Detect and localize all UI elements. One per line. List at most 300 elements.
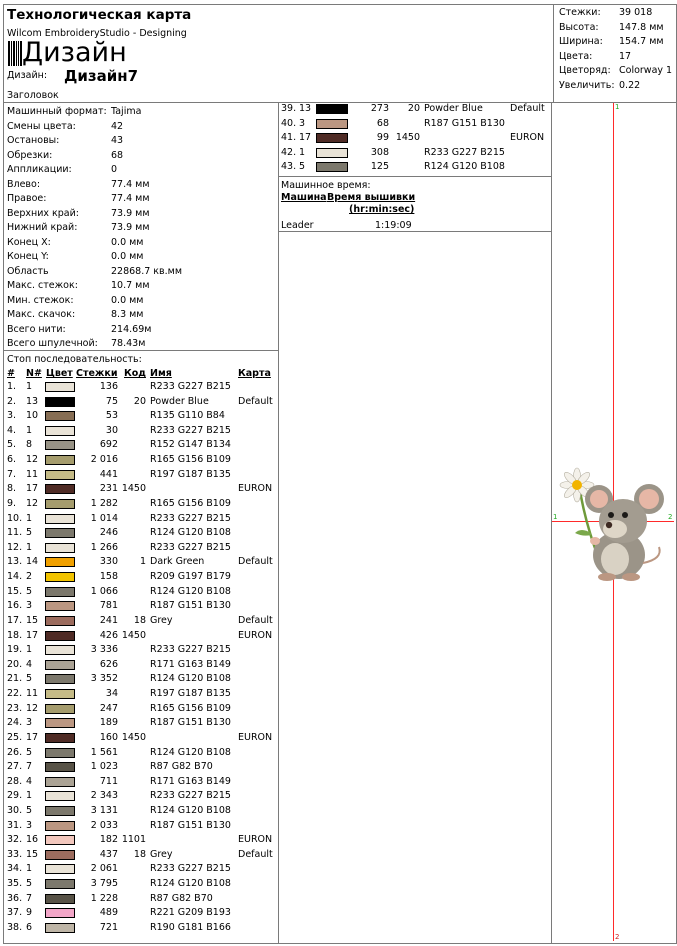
thread-color-swatch — [45, 806, 75, 816]
stat-label: Всего нити: — [7, 323, 66, 335]
stitch-count: 692 — [99, 439, 118, 451]
sequence-row — [0, 747, 278, 762]
stitch-count: 182 — [99, 834, 118, 846]
stop-number: 32. — [7, 834, 23, 846]
stop-number: 6. — [7, 454, 17, 466]
machine-name: Leader — [281, 220, 314, 231]
stitch-count: 231 — [99, 483, 118, 495]
needle-number: 13 — [26, 395, 39, 407]
thread-color-swatch — [45, 587, 75, 597]
stitch-count: 711 — [99, 775, 118, 787]
needle-number: 1 — [26, 381, 33, 392]
stop-number: 30. — [7, 804, 23, 816]
col-header-stitches: Стежки — [76, 368, 118, 379]
stitch-count: 2 016 — [90, 454, 118, 466]
thread-name: R187 G151 B130 — [150, 819, 231, 831]
sequence-row — [0, 469, 278, 484]
needle-number: 3 — [26, 819, 33, 831]
stat-value: 77.4 мм — [111, 178, 150, 190]
stat-label: Макс. скачок: — [7, 309, 76, 321]
thread-name: R187 G151 B130 — [150, 717, 231, 729]
summary-value: 0.22 — [619, 79, 641, 91]
stitch-count: 1 023 — [90, 761, 118, 773]
stat-label: Правое: — [7, 193, 47, 205]
needle-number: 5 — [299, 161, 306, 172]
stitch-count: 2 343 — [90, 790, 118, 802]
needle-number: 1 — [299, 146, 306, 158]
needle-number: 1 — [26, 863, 33, 875]
thread-name: R152 G147 B134 — [150, 439, 231, 451]
thread-color-swatch — [45, 557, 75, 567]
sequence-title: Стоп последовательность: — [7, 354, 142, 365]
thread-name: R233 G227 B215 — [150, 541, 231, 553]
stitch-count: 30 — [105, 424, 118, 436]
summary-value: 17 — [619, 50, 632, 62]
stat-value: 214.69м — [111, 323, 152, 335]
design-large-label: Дизайн — [22, 37, 127, 68]
thread-color-swatch — [45, 382, 75, 392]
stop-number: 43. — [281, 161, 297, 172]
stop-number: 26. — [7, 746, 23, 758]
thread-color-swatch — [45, 894, 75, 904]
stop-number: 24. — [7, 717, 23, 729]
stat-value: 43 — [111, 135, 124, 147]
sequence-row — [0, 513, 278, 528]
embroidery-time: 1:19:09 — [375, 220, 412, 231]
sequence-row — [0, 761, 278, 776]
marker-top: 1 — [615, 103, 620, 111]
thread-color-swatch — [45, 762, 75, 772]
stop-number: 28. — [7, 775, 23, 787]
thread-color-swatch — [45, 645, 75, 655]
stat-label: Смены цвета: — [7, 120, 76, 132]
thread-chart: Default — [238, 848, 273, 860]
stop-number: 16. — [7, 600, 23, 612]
needle-number: 1 — [26, 644, 33, 656]
stitch-count: 1 282 — [90, 497, 118, 509]
stitch-count: 626 — [99, 658, 118, 670]
thread-color-swatch — [45, 674, 75, 684]
stop-number: 8. — [7, 483, 17, 495]
thread-color-swatch — [45, 733, 75, 743]
sequence-row — [0, 527, 278, 542]
stop-number: 25. — [7, 731, 23, 743]
thread-name: Grey — [150, 614, 173, 626]
thread-name: Powder Blue — [424, 103, 483, 114]
thread-chart: EURON — [510, 132, 545, 143]
thread-color-swatch — [316, 162, 348, 172]
stop-number: 21. — [7, 673, 23, 685]
thread-color-swatch — [316, 119, 348, 129]
thread-name: R171 G163 B149 — [150, 775, 231, 787]
software-name: Wilcom EmbroideryStudio - Designing — [7, 28, 187, 39]
thread-code: 1450 — [121, 629, 146, 641]
needle-number: 5 — [26, 527, 33, 539]
stat-label: Конец Y: — [7, 251, 49, 263]
thread-name: R124 G120 B108 — [150, 804, 231, 816]
col-header-num: # — [7, 368, 15, 379]
stitch-count: 136 — [99, 381, 118, 392]
thread-name: R197 G187 B135 — [150, 468, 231, 480]
needle-number: 11 — [26, 688, 39, 700]
col-header-machine: Машина — [281, 192, 327, 203]
sequence-row — [0, 615, 278, 630]
needle-number: 13 — [299, 103, 312, 114]
thread-color-swatch — [45, 879, 75, 889]
summary-label: Цветоряд: — [559, 65, 611, 76]
stop-number: 40. — [281, 117, 297, 129]
marker-right: 2 — [668, 513, 673, 521]
sequence-row — [0, 673, 278, 688]
needle-number: 12 — [26, 497, 39, 509]
stitch-count: 489 — [99, 907, 118, 919]
thread-name: R124 G120 B108 — [150, 878, 231, 890]
thread-name: Powder Blue — [150, 395, 209, 407]
thread-color-swatch — [45, 397, 75, 407]
sequence-row — [0, 863, 278, 878]
needle-number: 17 — [26, 483, 39, 495]
thread-name: R233 G227 B215 — [150, 863, 231, 875]
stitch-count: 247 — [99, 702, 118, 714]
thread-name: R209 G197 B179 — [150, 571, 231, 583]
thread-color-swatch — [45, 499, 75, 509]
col-header-chart: Карта — [238, 368, 271, 379]
stitch-count: 3 336 — [90, 644, 118, 656]
stitch-count: 1 561 — [90, 746, 118, 758]
stop-number: 38. — [7, 921, 23, 933]
sequence-row — [0, 556, 278, 571]
stitch-count: 99 — [376, 132, 389, 143]
sequence-row — [0, 396, 278, 411]
needle-number: 9 — [26, 907, 33, 919]
thread-name: R171 G163 B149 — [150, 658, 231, 670]
stitch-count: 273 — [370, 103, 389, 114]
summary-value: Colorway 1 — [619, 65, 673, 76]
stitch-count: 330 — [99, 556, 118, 568]
stitch-count: 241 — [99, 614, 118, 626]
thread-color-swatch — [45, 791, 75, 801]
needle-number: 4 — [26, 658, 33, 670]
thread-chart: EURON — [238, 834, 273, 846]
needle-number: 1 — [26, 424, 33, 436]
stat-label: Аппликации: — [7, 164, 72, 176]
thread-chart: Default — [238, 395, 273, 407]
stop-number: 1. — [7, 381, 17, 392]
sequence-row — [0, 542, 278, 557]
needle-number: 3 — [299, 117, 306, 129]
sequence-row — [0, 907, 278, 922]
thread-name: R233 G227 B215 — [150, 644, 231, 656]
thread-name: R165 G156 B109 — [150, 454, 231, 466]
marker-bottom: 2 — [615, 933, 620, 941]
thread-code: 1 — [139, 556, 146, 568]
thread-color-swatch — [45, 411, 75, 421]
thread-color-swatch — [45, 440, 75, 450]
stitch-count: 3 795 — [90, 878, 118, 890]
col-header-color: Цвет — [46, 368, 73, 379]
needle-number: 17 — [26, 629, 39, 641]
stop-number: 27. — [7, 761, 23, 773]
thread-name: R124 G120 B108 — [150, 746, 231, 758]
sequence-row — [0, 630, 278, 645]
thread-color-swatch — [316, 148, 348, 158]
thread-color-swatch — [45, 601, 75, 611]
thread-name: R124 G120 B108 — [150, 527, 231, 539]
needle-number: 11 — [26, 468, 39, 480]
stat-label: Область — [7, 265, 49, 277]
stitch-count: 34 — [105, 688, 118, 700]
thread-code: 20 — [133, 395, 146, 407]
thread-color-swatch — [45, 426, 75, 436]
stop-number: 35. — [7, 878, 23, 890]
stop-number: 19. — [7, 644, 23, 656]
sequence-row — [0, 688, 278, 703]
stat-value: 22868.7 кв.мм — [111, 265, 182, 277]
col-header-time-unit: (hr:min:sec) — [349, 204, 415, 215]
stop-number: 12. — [7, 541, 23, 553]
stitch-count: 2 061 — [90, 863, 118, 875]
stat-label: Обрезки: — [7, 149, 53, 161]
stitch-count: 441 — [99, 468, 118, 480]
stop-number: 18. — [7, 629, 23, 641]
sequence-row — [0, 586, 278, 601]
thread-code: 1450 — [121, 731, 146, 743]
stop-number: 34. — [7, 863, 23, 875]
stop-number: 31. — [7, 819, 23, 831]
stitch-count: 1 066 — [90, 585, 118, 597]
thread-color-swatch — [45, 616, 75, 626]
needle-number: 5 — [26, 746, 33, 758]
needle-number: 5 — [26, 673, 33, 685]
thread-color-swatch — [45, 572, 75, 582]
stat-value: 0.0 мм — [111, 294, 144, 306]
sequence-row — [278, 118, 551, 133]
needle-number: 16 — [26, 834, 39, 846]
stop-number: 17. — [7, 614, 23, 626]
thread-color-swatch — [45, 543, 75, 553]
needle-number: 1 — [26, 512, 33, 524]
thread-color-swatch — [316, 104, 348, 114]
col-header-time: Время вышивки — [327, 192, 416, 203]
thread-name: R87 G82 B70 — [150, 761, 213, 773]
thread-color-swatch — [45, 850, 75, 860]
needle-number: 1 — [26, 790, 33, 802]
stat-label: Влево: — [7, 178, 41, 190]
sequence-row — [0, 600, 278, 615]
page-title: Технологическая карта — [7, 7, 192, 23]
sequence-row — [0, 717, 278, 732]
needle-number: 3 — [26, 600, 33, 612]
stop-number: 33. — [7, 848, 23, 860]
needle-number: 15 — [26, 848, 39, 860]
thread-color-swatch — [45, 835, 75, 845]
thread-name: R197 G187 B135 — [150, 688, 231, 700]
divider — [278, 231, 551, 232]
thread-name: R135 G110 B84 — [150, 410, 225, 422]
stop-number: 14. — [7, 571, 23, 583]
col-header-name: Имя — [150, 368, 172, 379]
stitch-count: 189 — [99, 717, 118, 729]
stop-number: 41. — [281, 132, 297, 143]
stop-number: 5. — [7, 439, 17, 451]
heading-label: Заголовок — [7, 90, 59, 101]
thread-color-swatch — [45, 777, 75, 787]
needle-number: 7 — [26, 892, 33, 904]
thread-code: 1450 — [395, 132, 420, 143]
needle-number: 6 — [26, 921, 33, 933]
thread-name: R124 G120 B108 — [150, 673, 231, 685]
stop-number: 3. — [7, 410, 17, 422]
stop-number: 22. — [7, 688, 23, 700]
thread-name: R187 G151 B130 — [150, 600, 231, 612]
needle-number: 17 — [26, 731, 39, 743]
stat-label: Всего шпулечной: — [7, 338, 98, 350]
sequence-row — [0, 805, 278, 820]
thread-code: 1450 — [121, 483, 146, 495]
sequence-row — [278, 147, 551, 162]
stat-value: 68 — [111, 149, 124, 161]
design-preview — [552, 103, 676, 943]
stat-label: Мин. стежок: — [7, 294, 74, 306]
needle-number: 12 — [26, 454, 39, 466]
thread-color-swatch — [45, 718, 75, 728]
sequence-row — [0, 644, 278, 659]
col-header-code: Код — [124, 368, 146, 379]
stat-value: 10.7 мм — [111, 280, 150, 292]
thread-name: R87 G82 B70 — [150, 892, 213, 904]
stitch-count: 125 — [370, 161, 389, 172]
thread-color-swatch — [45, 514, 75, 524]
needle-number: 1 — [26, 541, 33, 553]
stat-value: 0.0 мм — [111, 236, 144, 248]
stat-value: 0.0 мм — [111, 251, 144, 263]
needle-number: 10 — [26, 410, 39, 422]
stat-label: Макс. стежок: — [7, 280, 78, 292]
summary-label: Высота: — [559, 21, 599, 33]
needle-number: 4 — [26, 775, 33, 787]
sequence-row — [0, 483, 278, 498]
stop-number: 2. — [7, 395, 17, 407]
stop-number: 13. — [7, 556, 23, 568]
thread-name: R190 G181 B166 — [150, 921, 231, 933]
stat-label: Нижний край: — [7, 222, 78, 234]
stitch-count: 426 — [99, 629, 118, 641]
stat-label: Машинный формат: — [7, 106, 107, 117]
needle-number: 7 — [26, 761, 33, 773]
stat-value: Tajima — [111, 106, 142, 117]
thread-chart: EURON — [238, 629, 273, 641]
thread-chart: EURON — [238, 731, 273, 743]
stat-value: 73.9 мм — [111, 222, 150, 234]
stop-number: 39. — [281, 103, 297, 114]
machine-time-title: Машинное время: — [281, 180, 371, 191]
summary-value: 39 018 — [619, 7, 653, 18]
stitch-count: 53 — [105, 410, 118, 422]
sequence-row — [0, 820, 278, 835]
stop-number: 20. — [7, 658, 23, 670]
col-header-needle: N# — [26, 368, 42, 379]
stitch-count: 3 131 — [90, 804, 118, 816]
sequence-row — [0, 732, 278, 747]
stitch-count: 1 228 — [90, 892, 118, 904]
thread-name: Dark Green — [150, 556, 205, 568]
thread-name: R233 G227 B215 — [150, 512, 231, 524]
stat-value: 78.43м — [111, 338, 146, 350]
sequence-row — [0, 776, 278, 791]
stitch-count: 1 266 — [90, 541, 118, 553]
divider — [3, 350, 278, 351]
thread-color-swatch — [45, 748, 75, 758]
stitch-count: 75 — [105, 395, 118, 407]
sequence-row — [0, 659, 278, 674]
sequence-row — [0, 571, 278, 586]
thread-color-swatch — [45, 864, 75, 874]
stop-number: 11. — [7, 527, 23, 539]
thread-color-swatch — [45, 455, 75, 465]
thread-name: Grey — [150, 848, 173, 860]
needle-number: 14 — [26, 556, 39, 568]
thread-chart: Default — [238, 556, 273, 568]
needle-number: 2 — [26, 571, 33, 583]
sequence-row — [0, 498, 278, 513]
thread-code: 18 — [133, 848, 146, 860]
stop-number: 15. — [7, 585, 23, 597]
stat-label: Конец X: — [7, 236, 51, 248]
thread-name: R165 G156 B109 — [150, 497, 231, 509]
thread-name: R165 G156 B109 — [150, 702, 231, 714]
mouse-daisy-embroidery-image — [555, 463, 673, 583]
stat-value: 42 — [111, 120, 124, 132]
sequence-row — [278, 161, 551, 176]
thread-chart: EURON — [238, 483, 273, 495]
thread-color-swatch — [45, 908, 75, 918]
needle-number: 8 — [26, 439, 33, 451]
stat-label: Верхних край: — [7, 207, 80, 219]
stop-number: 9. — [7, 497, 17, 509]
divider — [553, 4, 554, 102]
sequence-row — [0, 703, 278, 718]
thread-color-swatch — [45, 660, 75, 670]
stop-number: 4. — [7, 424, 17, 436]
thread-color-swatch — [45, 689, 75, 699]
stat-value: 0 — [111, 164, 118, 176]
stop-number: 37. — [7, 907, 23, 919]
thread-code: 20 — [407, 103, 420, 114]
stop-number: 7. — [7, 468, 17, 480]
thread-color-swatch — [45, 484, 75, 494]
needle-number: 3 — [26, 717, 33, 729]
barcode-icon — [8, 41, 22, 66]
thread-color-swatch — [45, 821, 75, 831]
needle-number: 17 — [299, 132, 312, 143]
thread-code: 1101 — [121, 834, 146, 846]
summary-label: Цвета: — [559, 50, 593, 62]
summary-value: 147.8 мм — [619, 21, 664, 33]
thread-name: R233 G227 B215 — [150, 381, 231, 392]
stitch-count: 308 — [370, 146, 389, 158]
sequence-row — [0, 878, 278, 893]
summary-value: 154.7 мм — [619, 36, 664, 47]
sequence-row — [278, 132, 551, 147]
stitch-count: 68 — [376, 117, 389, 129]
stitch-count: 1 014 — [90, 512, 118, 524]
sequence-row — [0, 439, 278, 454]
thread-name: R233 G227 B215 — [424, 146, 505, 158]
design-name: Дизайн7 — [64, 67, 139, 85]
stop-number: 29. — [7, 790, 23, 802]
sequence-row — [0, 410, 278, 425]
needle-number: 5 — [26, 804, 33, 816]
